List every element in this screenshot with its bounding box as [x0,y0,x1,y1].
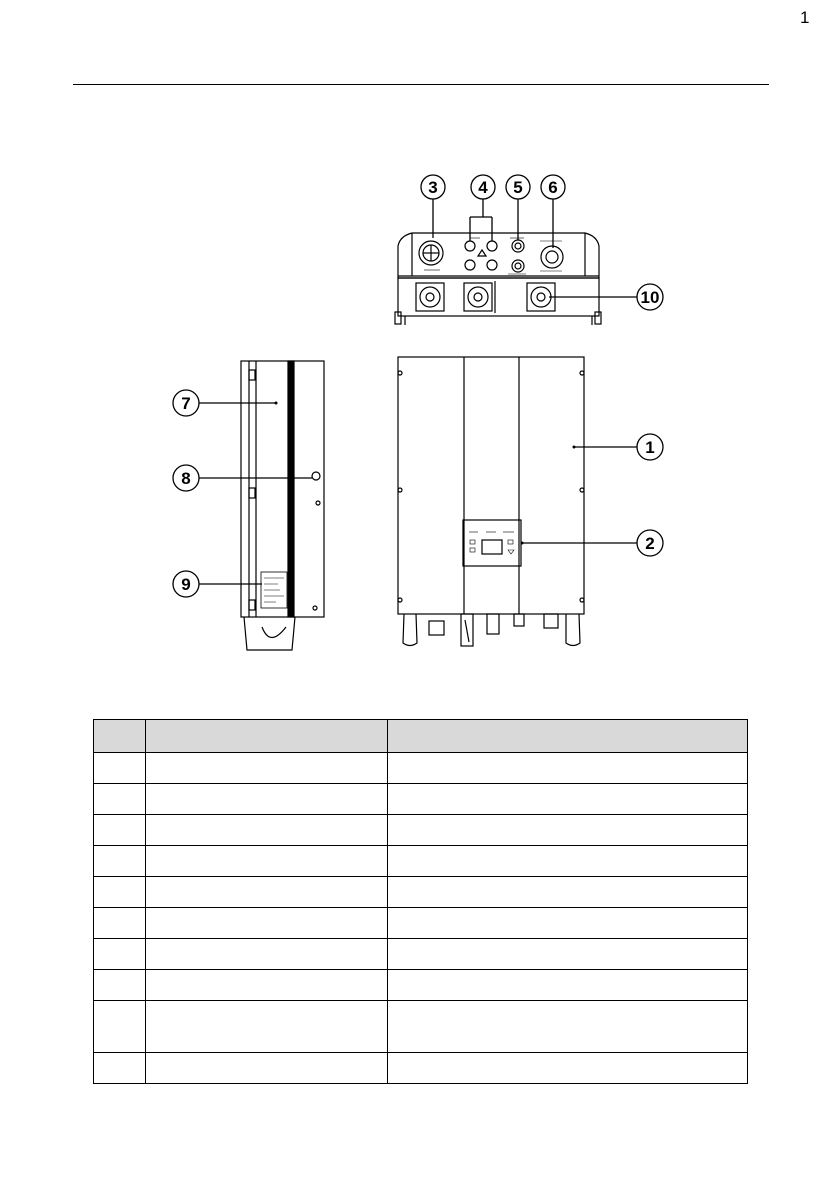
col-header-name [146,720,388,753]
cell-name [146,970,388,1001]
cell-name [146,1001,388,1053]
cell-name [146,877,388,908]
col-header-description [388,720,748,753]
table-row [94,753,748,784]
cell-no [94,784,146,815]
table-row [94,877,748,908]
parts-table [93,719,748,1084]
table-row [94,1053,748,1084]
table-row [94,784,748,815]
callout-7-label: 7 [181,394,191,413]
cell-no [94,877,146,908]
cell-name [146,846,388,877]
callout-1-label: 1 [645,438,655,457]
cell-no [94,1001,146,1053]
inverter-bottom-view [395,233,601,325]
table-row [94,1001,748,1053]
callout-9-label: 9 [181,575,191,594]
callout-4-label: 4 [478,178,488,197]
cell-description [388,939,748,970]
callout-3-label: 3 [428,178,438,197]
inverter-front-view [398,357,584,646]
inverter-side-view [241,361,324,650]
callout-dots [275,402,576,545]
cell-description [388,1001,748,1053]
cell-description [388,908,748,939]
cell-description [388,877,748,908]
callout-10-label: 10 [640,288,660,307]
table-row [94,815,748,846]
page-number: 1 [800,8,810,27]
callout-6-label: 6 [548,178,558,197]
table-row [94,846,748,877]
cell-no [94,815,146,846]
table-header-row [94,720,748,753]
callout-2 [522,530,663,556]
cell-description [388,784,748,815]
cell-description [388,1053,748,1084]
cell-description [388,970,748,1001]
cell-name [146,784,388,815]
col-header-no [94,720,146,753]
cell-no [94,908,146,939]
callout-5-label: 5 [513,178,523,197]
callouts [173,175,663,597]
table-row [94,908,748,939]
cell-no [94,846,146,877]
cell-description [388,846,748,877]
cell-description [388,753,748,784]
cell-name [146,1053,388,1084]
cell-description [388,815,748,846]
cell-no [94,939,146,970]
display-panel [463,520,521,566]
cell-no [94,753,146,784]
cell-no [94,1053,146,1084]
cell-name [146,939,388,970]
table-row [94,939,748,970]
cell-name [146,753,388,784]
cooling-fan-icon [416,283,555,311]
cell-name [146,908,388,939]
cell-name [146,815,388,846]
cell-no [94,970,146,1001]
callout-8-label: 8 [181,469,191,488]
table-row [94,970,748,1001]
callout-2-label: 2 [645,534,655,553]
